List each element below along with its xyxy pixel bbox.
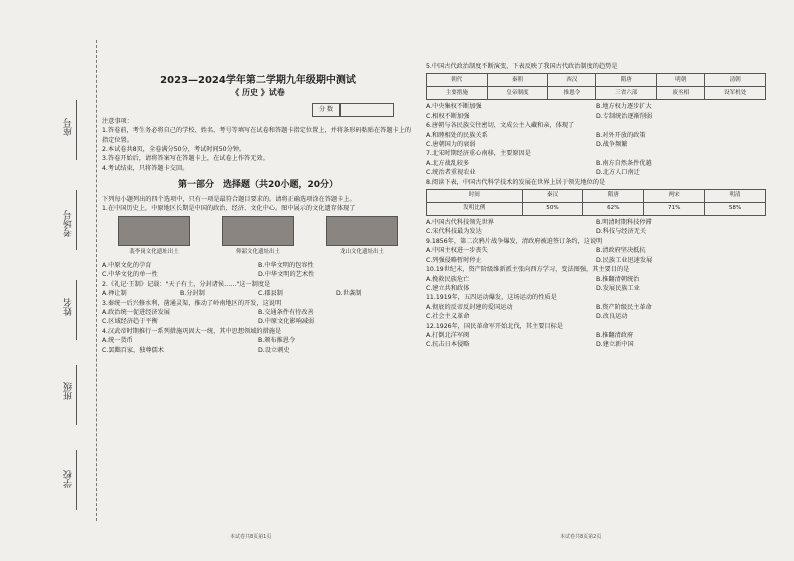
option: C.区域经济趋于平衡 <box>102 318 158 326</box>
option: C.相权不断加强 <box>426 112 470 120</box>
option: A.禅让制 <box>102 290 127 298</box>
left-column <box>102 62 414 355</box>
table-cell: 废丞相 <box>657 87 705 100</box>
option: D.世袭制 <box>336 290 362 298</box>
question-stem: 12.1926年，国民革命军开始北伐，其主要目标是 <box>426 322 563 330</box>
question-6 <box>426 121 766 149</box>
question-8 <box>426 178 766 237</box>
exam-room-label: 考场号 <box>64 210 74 237</box>
option: A.和睦相处的民族关系 <box>426 131 488 139</box>
option: B.交通条件有待改善 <box>258 308 314 316</box>
question-stem: 8.阅读下表，中国古代科学技术的发展在世界上居于领先地位的是 <box>426 178 606 186</box>
question-1 <box>102 204 414 280</box>
options <box>102 336 414 355</box>
table-header-cell: 两宋 <box>644 190 705 203</box>
figure-caption: 裴李岗文化遗址出土 <box>129 249 179 256</box>
question-12 <box>426 322 766 350</box>
options <box>426 218 766 237</box>
table-cell: 62% <box>583 203 644 216</box>
section-title: 第一部分 选择题（共20小题，20分） <box>177 180 339 191</box>
question-stem: 11.1919年，五四运动爆发，这场运动的性质是 <box>426 294 557 302</box>
option: D.北方人口南迁 <box>596 169 640 177</box>
page-footer-left: 本试卷共8页第1页 <box>230 534 272 540</box>
question-2 <box>102 280 414 299</box>
question-stem: 9.1856年，第二次鸦片战争爆发，清政府被迫签订条约，这说明 <box>426 237 603 245</box>
option: B.推翻清朝统治 <box>596 275 640 283</box>
question-7 <box>426 149 766 177</box>
options <box>426 331 766 350</box>
score-blank <box>340 103 394 116</box>
option: C.建立共和政体 <box>426 284 470 292</box>
school-line <box>76 450 77 510</box>
figure-caption: 仰韶文化遗址出土 <box>235 249 280 256</box>
exam-title: 2023—2024学年第二学期九年级期中测试 <box>160 75 356 86</box>
artifact-figure <box>222 216 294 257</box>
option: B.推翻清政府 <box>596 331 634 339</box>
option: B.地方权力逐步扩大 <box>596 103 652 111</box>
table-header-cell: 明清 <box>705 190 766 203</box>
score-box <box>102 103 394 116</box>
question-stem: 5.中国古代政治制度不断演变，下表反映了我国古代政治制度的趋势是 <box>426 63 618 70</box>
table-header-cell: 时间 <box>427 190 523 203</box>
binding-dashed-line <box>96 40 97 521</box>
exam-subtitle: 《 历史 》试卷 <box>231 88 285 97</box>
exam-room-line <box>76 190 77 250</box>
name-line <box>76 280 77 340</box>
score-label: 分 数 <box>312 103 340 116</box>
question-stem: 6.唐朝与各民族交往密切，文成公主入藏和亲，体现了 <box>426 122 575 130</box>
option: C.统治者重视农业 <box>426 169 476 177</box>
dynasty-table <box>426 73 766 100</box>
options <box>426 159 766 178</box>
artifact-figure <box>326 216 398 257</box>
option: C.社会主义革命 <box>426 313 470 321</box>
option: B.对外开放的政策 <box>596 131 646 139</box>
option: C.罢黜百家，独尊儒术 <box>102 346 164 354</box>
option: B.中华文明的包容性 <box>258 261 314 269</box>
question-11 <box>426 293 766 321</box>
table-header-cell: 隋唐 <box>583 190 644 203</box>
table-header-cell: 明朝 <box>657 74 705 87</box>
options <box>102 261 414 280</box>
note-line: 2.本试卷共8页，全卷满分50分，考试时间50分钟。 <box>102 146 246 154</box>
option: B.清政府坚决抵抗 <box>596 247 646 255</box>
question-4 <box>102 327 414 355</box>
note-line: 1.答卷前，考生务必将自己的学校、姓名、考号等填写在试卷和答题卡指定位置上，并将条形码粘贴在答题卡上的指定位置。 <box>102 127 412 144</box>
table-cell: 主要措施 <box>427 87 488 100</box>
class-label: 班级 <box>64 382 74 400</box>
options <box>426 102 766 121</box>
note-line: 3.答卷开始后，请将答案写在答题卡上，在试卷上作答无效。 <box>102 155 269 163</box>
table-header-cell: 西汉 <box>548 74 596 87</box>
table-cell: 设军机处 <box>705 87 766 100</box>
option: D.中原文化影响减弱 <box>258 318 315 326</box>
option: B.颁布推恩令 <box>258 337 296 345</box>
table-header-cell: 清朝 <box>705 74 766 87</box>
question-9 <box>426 237 766 265</box>
option: A.中央集权不断加强 <box>426 103 482 111</box>
table-header-cell: 秦朝 <box>487 74 548 87</box>
artifact-photo <box>326 216 398 246</box>
option: A.北方战乱较多 <box>426 159 470 167</box>
table-cell: 58% <box>705 203 766 216</box>
option: D.改良运动 <box>596 313 628 321</box>
note-line: 注意事项： <box>102 117 133 125</box>
question-3 <box>102 299 414 327</box>
table-cell: 50% <box>522 203 583 216</box>
option: A.中国主权进一步丧失 <box>426 247 488 255</box>
table-cell: 71% <box>644 203 705 216</box>
name-label: 姓名 <box>64 298 74 316</box>
option: C.宋代科技最为发达 <box>426 228 482 236</box>
options <box>426 131 766 150</box>
instructions <box>102 117 414 173</box>
option: B.南方自然条件优越 <box>596 159 652 167</box>
table-header-cell: 秦汉 <box>522 190 583 203</box>
option: D.中华文明的艺术性 <box>258 271 315 279</box>
option: D.民族工业迅速发展 <box>596 256 653 264</box>
option: C.唐朝国力的衰弱 <box>426 141 476 149</box>
table-cell: 推恩令 <box>548 87 596 100</box>
option: A.打倒北洋军阀 <box>426 331 470 339</box>
note-line: 4.考试结束，只将答题卡交回。 <box>102 164 189 172</box>
option: A.政治统一促进经济发展 <box>102 308 170 316</box>
seat-line <box>76 100 77 160</box>
option: B.资产阶级民主革命 <box>596 303 652 311</box>
question-stem: 3.秦统一后兴修水利，凿通灵渠，推动了岭南地区的开发，这说明 <box>102 299 282 307</box>
option: A.中国古代科技领先世界 <box>426 219 494 227</box>
table-header-cell: 朝代 <box>427 74 488 87</box>
option: C.郡县制 <box>258 290 283 298</box>
page-footer-right: 本试卷共8页第2页 <box>560 534 602 540</box>
options <box>426 303 766 322</box>
option: A.彻底的反帝反封建的爱国运动 <box>426 303 513 311</box>
class-line <box>76 365 77 425</box>
options <box>426 246 766 265</box>
science-table <box>426 189 766 216</box>
right-column <box>426 62 766 350</box>
option: D.专制统治逐渐削弱 <box>596 112 653 120</box>
section-intro: 下列每小题列出的四个选项中，只有一项是最符合题目要求的。请将正确选项涂在答题卡上。 <box>102 195 356 203</box>
option: C.列强侵略暂时停止 <box>426 256 482 264</box>
artifact-figure <box>118 216 190 257</box>
option: A.挽救民族危亡 <box>426 275 470 283</box>
option: D.设立刺史 <box>258 346 290 354</box>
question-10 <box>426 265 766 293</box>
options <box>102 308 414 327</box>
table-cell: 三省六部 <box>596 87 657 100</box>
options <box>102 289 414 298</box>
figure-caption: 龙山文化遗址出土 <box>339 249 384 256</box>
seat-label: 座号 <box>64 118 74 136</box>
option: B.分封制 <box>180 290 205 298</box>
options <box>426 275 766 294</box>
option: D.建立新中国 <box>596 341 634 349</box>
option: A.统一货币 <box>102 337 133 345</box>
option: B.明清时期科技停滞 <box>596 219 652 227</box>
question-stem: 4.汉武帝时期推行一系列措施巩固大一统，其中思想领域的措施是 <box>102 327 282 335</box>
table-cell: 发明比例 <box>427 203 523 216</box>
option: C.中华文化的单一性 <box>102 271 158 279</box>
artifact-photo <box>222 216 294 246</box>
option: A.中原文化的孕育 <box>102 261 152 269</box>
question-stem: 10.19世纪末，资产阶级维新派主张向西方学习，变法图强，其主要目的是 <box>426 266 630 274</box>
option: D.发展民族工业 <box>596 284 640 292</box>
question-stem: 7.北宋时期经济重心南移，主要原因是 <box>426 150 531 158</box>
table-cell: 皇帝制度 <box>487 87 548 100</box>
school-label: 学校 <box>64 470 74 488</box>
table-header-cell: 隋唐 <box>596 74 657 87</box>
artifact-figures <box>102 216 414 257</box>
binding-margin <box>0 0 96 561</box>
question-stem: 2.《礼记·王制》记载："天子有土，分封诸侯……"这一制度是 <box>102 280 271 288</box>
artifact-photo <box>118 216 190 246</box>
option: D.科技与经济无关 <box>596 228 647 236</box>
question-5 <box>426 62 766 121</box>
option: D.战争频繁 <box>596 141 628 149</box>
option: C.抗击日本侵略 <box>426 341 470 349</box>
question-stem: 1.在中国历史上，中原地区长期是中国的政治、经济、文化中心。图中展示的文化遗存体现了 <box>102 205 356 213</box>
